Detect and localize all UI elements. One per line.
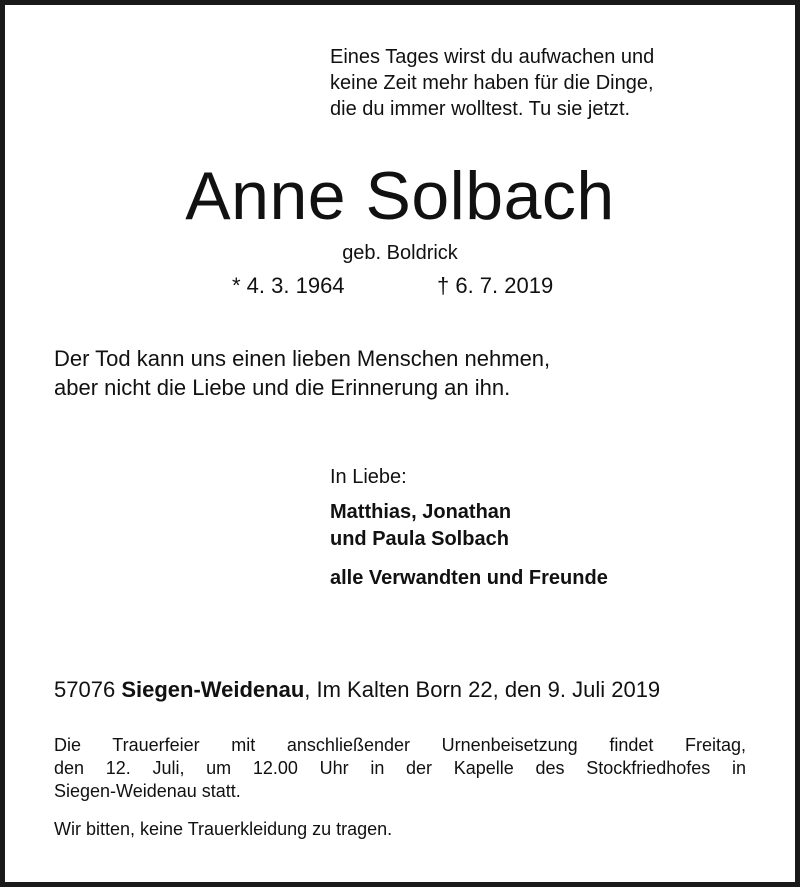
in-love-label: In Liebe: [330, 466, 407, 488]
deceased-name: Anne Solbach [185, 158, 615, 234]
motto-line: keine Zeit mehr haben für die Dinge, [330, 72, 654, 94]
birth-date: * 4. 3. 1964 [232, 273, 345, 298]
ceremony-line: Die Trauerfeier mit anschließender Urnenbeisetzung findet Freitag, [54, 735, 746, 755]
quote-line: Der Tod kann uns einen lieben Menschen nehmen, [54, 346, 551, 371]
family-line: und Paula Solbach [330, 528, 509, 550]
motto-line: die du immer wolltest. Tu sie jetzt. [330, 98, 631, 120]
death-date: † 6. 7. 2019 [437, 273, 554, 298]
motto-line: Eines Tages wirst du aufwachen und [330, 46, 655, 68]
memorial-quote [54, 344, 550, 402]
quote-line: aber nicht die Liebe und die Erinnerung an ihn. [54, 375, 511, 400]
ceremony-line: den 12. Juli, um 12.00 Uhr in der Kapelle des Stockfriedhofes in [54, 758, 746, 778]
city: Siegen-Weidenau [121, 677, 305, 702]
address-rest: , Im Kalten Born 22, den 9. Juli 2019 [304, 677, 661, 702]
family-names [330, 499, 511, 553]
family-line: Matthias, Jonathan [330, 501, 512, 523]
place-and-date [54, 676, 660, 704]
motto-quote [330, 44, 654, 122]
ceremony-notice [54, 734, 746, 803]
maiden-name: geb. Boldrick [342, 242, 458, 264]
ceremony-line: Siegen-Weidenau statt. [54, 781, 241, 801]
dress-request: Wir bitten, keine Trauerkleidung zu tragen. [54, 819, 393, 839]
postcode: 57076 [54, 677, 116, 702]
relatives-line: alle Verwandten und Freunde [330, 567, 608, 589]
